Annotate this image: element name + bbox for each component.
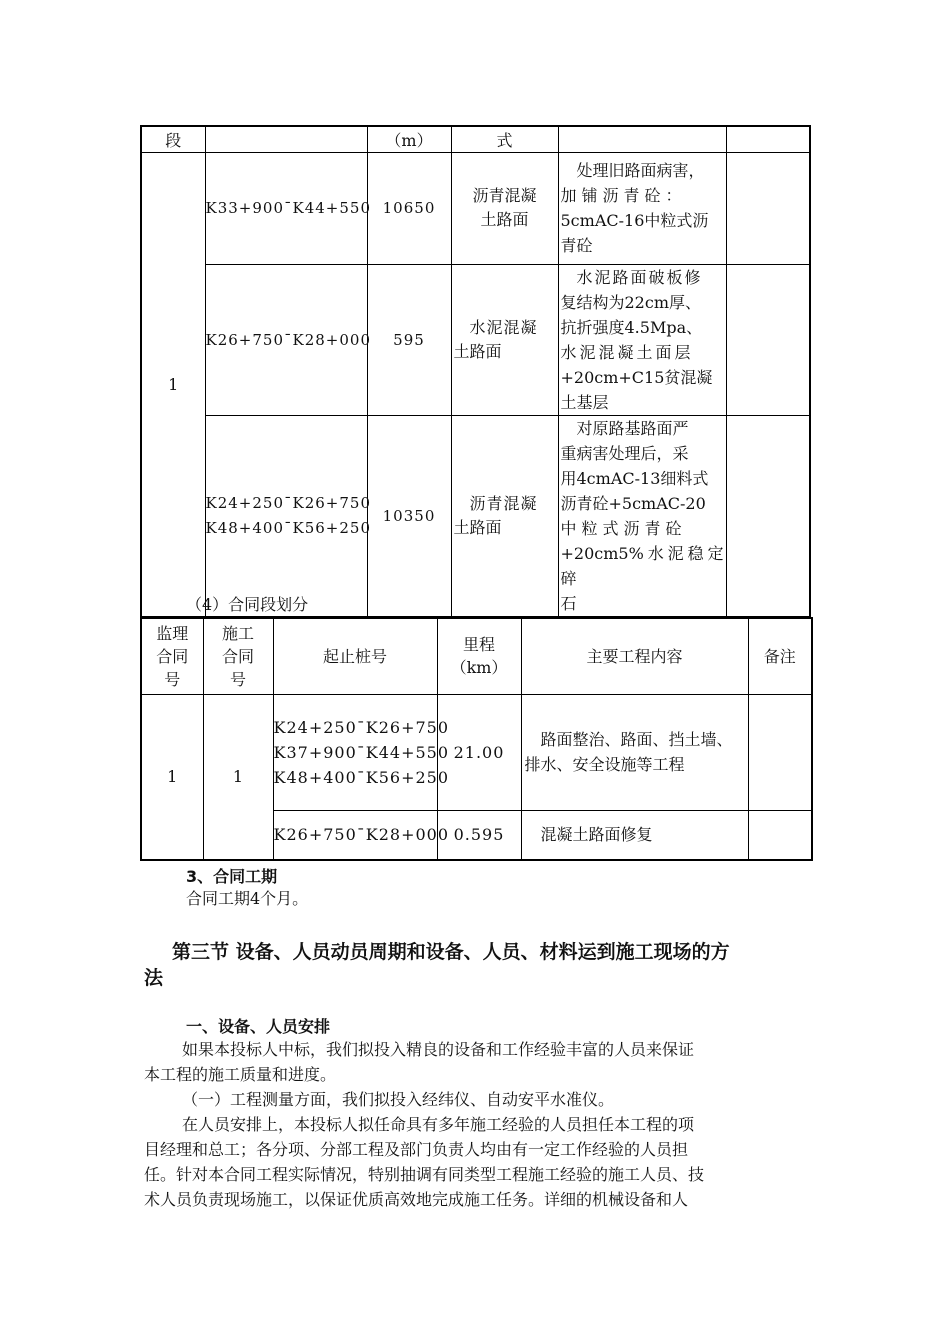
type-line: 沥青混凝 — [472, 186, 537, 205]
range-cell — [273, 810, 450, 860]
desc-line: 中粒式沥青砼 — [560, 518, 687, 538]
type-line: 沥青混凝 — [469, 493, 538, 513]
subsection-title: 一、设备、人员安排 — [186, 1017, 331, 1036]
range-line: K33+900¯K44+550 — [205, 199, 371, 217]
table-row — [141, 694, 812, 810]
header-cell: 段 — [141, 126, 205, 152]
construction-number: 1 — [203, 694, 273, 860]
description-cell — [558, 264, 726, 415]
range-line: K48+400¯K56+250 — [205, 518, 371, 537]
range-line: K26+750¯K28+000 — [273, 825, 450, 845]
desc-line: 对原路基路面严 — [576, 418, 689, 438]
paragraph-line: 任。针对本合同工程实际情况，特别抽调有同类型工程施工经验的施工人员、技 — [144, 1165, 705, 1184]
desc-line: +20cm+C15贫混凝 — [560, 367, 713, 387]
empty-cell — [726, 415, 810, 617]
header-supervision — [141, 618, 203, 694]
header-construction — [203, 618, 273, 694]
desc-line: 水泥路面破板修 — [576, 267, 703, 287]
desc-line: 处理旧路面病害， — [576, 161, 705, 180]
description-cell — [558, 152, 726, 264]
header-line: （km） — [450, 658, 508, 678]
header-line: 合同 — [221, 646, 254, 666]
length-cell: 595 — [367, 264, 451, 415]
header-line: 里程 — [462, 635, 495, 655]
desc-line: 沥青砼+5cmAC-20 — [560, 493, 706, 513]
desc-line: 复结构为22cm厚、 — [560, 292, 701, 312]
empty-cell — [748, 810, 812, 860]
type-line: 土路面 — [480, 210, 529, 229]
table-row — [141, 264, 810, 415]
header-note: 备注 — [748, 618, 812, 694]
desc-line: +20cm5%水泥稳定碎 — [560, 543, 724, 588]
content-cell — [521, 810, 748, 860]
desc-line: 重病害处理后，采 — [560, 443, 689, 463]
paragraph-line: 本工程的施工质量和进度。 — [144, 1065, 337, 1084]
contract-division-table — [140, 617, 813, 861]
header-line: 号 — [164, 669, 181, 689]
range-cell — [205, 264, 371, 415]
section-title: 第三节 设备、人员动员周期和设备、人员、材料运到施工现场的方 — [172, 941, 730, 963]
range-line: K48+400¯K56+250 — [273, 767, 450, 787]
mileage-cell: 0.595 — [437, 810, 521, 860]
header-content: 主要工程内容 — [521, 618, 748, 694]
period-text: 合同工期4个月。 — [186, 889, 309, 908]
paragraph-line: 目经理和总工；各分项、分部工程及部门负责人均由有一定工作经验的人员担 — [144, 1140, 689, 1159]
header-cell: 式 — [451, 126, 558, 152]
type-cell — [451, 415, 558, 617]
mileage-cell: 21.00 — [437, 694, 521, 810]
supervision-number: 1 — [141, 694, 203, 860]
range-cell — [205, 152, 371, 264]
paragraph-line: 如果本投标人中标，我们拟投入精良的设备和工作经验丰富的人员来保证 — [182, 1040, 695, 1059]
header-cell — [726, 126, 810, 152]
content-line: 混凝土路面修复 — [540, 825, 653, 845]
content-line: 路面整治、路面、挡土墙、 — [540, 730, 733, 749]
range-cell — [273, 694, 450, 810]
header-line: 监理 — [156, 623, 189, 643]
range-line: K24+250¯K26+750 — [273, 717, 450, 737]
header-cell: （m） — [367, 126, 451, 152]
empty-cell — [726, 152, 810, 264]
desc-line: 加铺沥青砼： — [560, 186, 687, 205]
description-cell — [558, 415, 726, 617]
header-cell — [558, 126, 726, 152]
table-header-row — [141, 618, 812, 694]
desc-line: 5cmAC-16中粒式沥 — [560, 211, 709, 230]
subsection-heading: （4）合同段划分 — [186, 595, 309, 614]
type-cell — [451, 264, 558, 415]
table-row — [141, 415, 810, 617]
table-header-row — [141, 126, 810, 152]
desc-line: 石 — [560, 593, 577, 613]
section-title-cont: 法 — [144, 967, 164, 989]
header-line: 合同 — [156, 646, 189, 666]
header-range: 起止桩号 — [273, 618, 437, 694]
period-heading: 3、合同工期 — [186, 867, 278, 886]
desc-line: 土基层 — [560, 392, 609, 412]
paragraph-line: 术人员负责现场施工，以保证优质高效地完成施工任务。详细的机械设备和人 — [144, 1190, 689, 1209]
header-mileage — [437, 618, 521, 694]
road-section-table — [140, 125, 811, 618]
desc-line: 青砼 — [560, 236, 593, 255]
empty-cell — [726, 264, 810, 415]
header-line: 施工 — [221, 623, 254, 643]
desc-line: 水泥混凝土面层 — [560, 342, 694, 362]
desc-line: 抗折强度4.5Mpa、 — [560, 317, 703, 337]
length-cell: 10650 — [367, 152, 451, 264]
type-cell — [451, 152, 558, 264]
length-cell: 10350 — [367, 415, 451, 617]
type-line: 水泥混凝 — [469, 317, 538, 337]
content-line: 排水、安全设施等工程 — [524, 755, 685, 774]
table-row — [141, 152, 810, 264]
section-number: 1 — [141, 152, 205, 617]
header-line: 号 — [229, 669, 246, 689]
range-cell — [205, 415, 371, 617]
desc-line: 用4cmAC-13细料式 — [560, 468, 709, 488]
paragraph-line: 在人员安排上，本投标人拟任命具有多年施工经验的人员担任本工程的项 — [182, 1115, 695, 1134]
range-line: K26+750¯K28+000 — [205, 330, 371, 349]
range-line: K24+250¯K26+750 — [205, 493, 371, 512]
type-line: 土路面 — [453, 517, 502, 537]
paragraph-line: （一）工程测量方面，我们拟投入经纬仪、自动安平水准仪。 — [182, 1090, 615, 1109]
content-cell — [521, 694, 748, 810]
range-line: K37+900¯K44+550 — [273, 742, 450, 762]
header-cell — [205, 126, 367, 152]
empty-cell — [748, 694, 812, 810]
type-line: 土路面 — [453, 341, 502, 361]
